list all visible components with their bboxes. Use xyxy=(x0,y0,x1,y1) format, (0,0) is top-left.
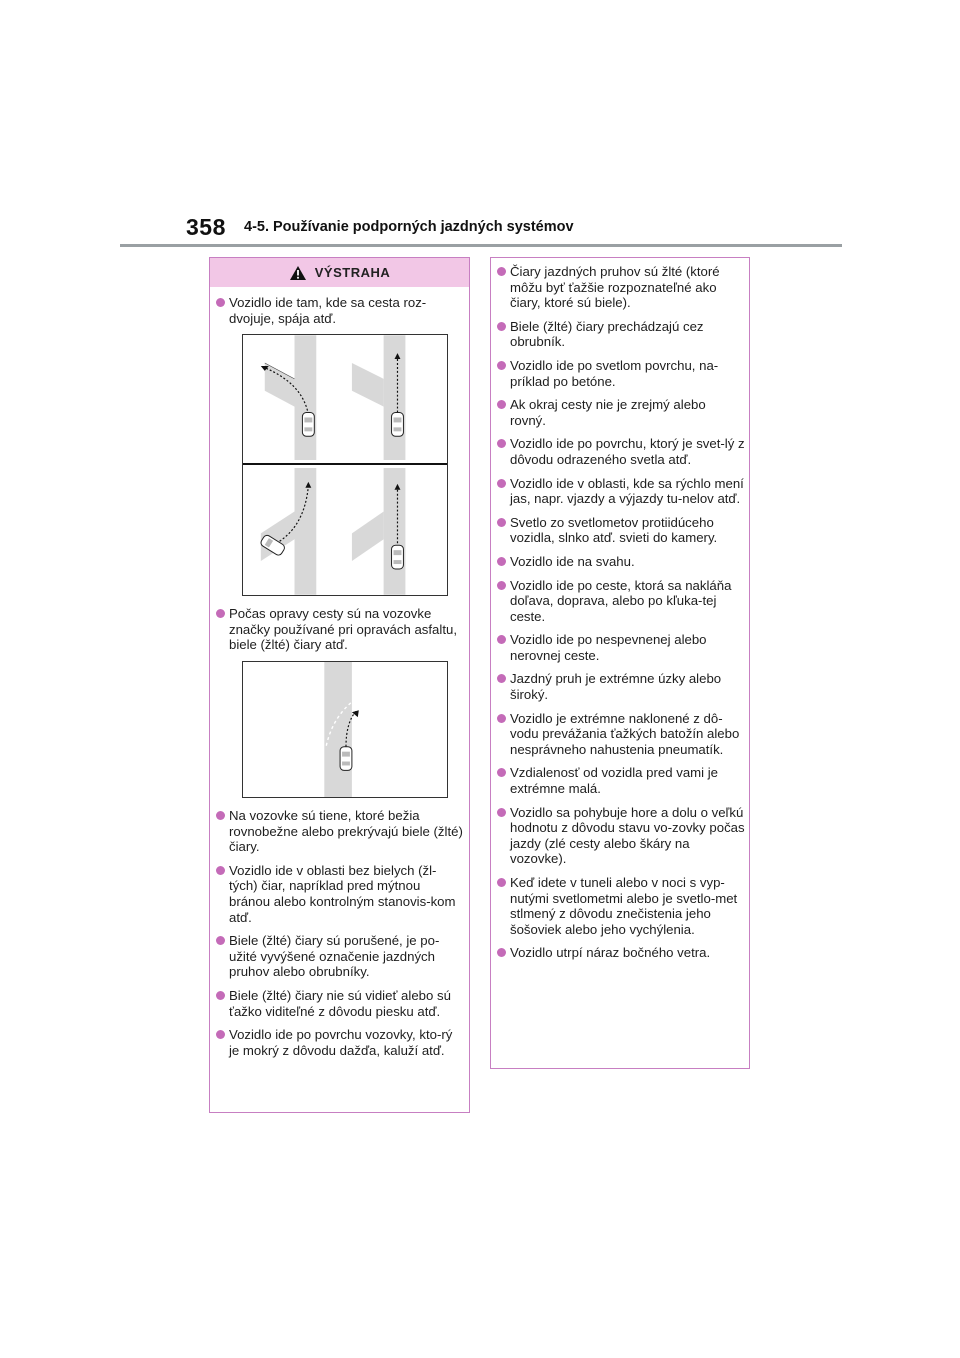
list-item: Biele (žlté) čiary sú porušené, je po-užité vyvýšené označenie jazdných pruhov alebo obrubníky. xyxy=(216,933,465,980)
list-item: Keď idete v tuneli alebo v noci s vyp-nutými svetlometmi alebo je svetlo-met stlmený z dôvodu znečistenia jeho šošoviek alebo jeho vychýlenia. xyxy=(497,875,745,937)
list-item: Čiary jazdných pruhov sú žlté (ktoré môžu byť ťažšie rozpoznateľné ako čiary, ktoré sú biele). xyxy=(497,264,745,311)
warning-box xyxy=(209,257,470,1113)
list-item: Jazdný pruh je extrémne úzky alebo široký. xyxy=(497,671,745,702)
scene-merge-left xyxy=(259,468,316,595)
conditions-box xyxy=(490,257,750,1069)
section-title: 4-5. Používanie podporných jazdných systémov xyxy=(244,219,574,235)
scene-merge-right xyxy=(352,468,405,595)
car-icon xyxy=(392,413,404,437)
illustration-road-split-merge xyxy=(242,334,448,596)
warning-header xyxy=(210,258,469,287)
list-item: Vzdialenosť od vozidla pred vami je extrémne malá. xyxy=(497,765,745,796)
car-icon xyxy=(392,545,404,569)
list-item: Vozidlo ide po povrchu vozovky, kto-rý je mokrý z dôvodu dažďa, kaluží atď. xyxy=(216,1027,465,1058)
list-item: Vozidlo ide v oblasti bez bielych (žl-tých) čiar, napríklad pred mýtnou bránou alebo kontrolným stanovis-kom atď. xyxy=(216,863,465,925)
list-item: Vozidlo ide tam, kde sa cesta roz-dvojuje, spája atď. xyxy=(216,295,465,326)
warning-title: VÝSTRAHA xyxy=(314,265,391,280)
list-item: Biele (žlté) čiary prechádzajú cez obrubník. xyxy=(497,319,745,350)
list-item: Biele (žlté) čiary nie sú vidieť alebo sú ťažko viditeľné z dôvodu piesku atď. xyxy=(216,988,465,1019)
list-item: Vozidlo ide po ceste, ktorá sa nakláňa doľava, doprava, alebo po kľuka-tej ceste. xyxy=(497,578,745,625)
list-item: Na vozovke sú tiene, ktoré bežia rovnobežne alebo prekrývajú biele (žlté) čiary. xyxy=(216,808,465,855)
list-item: Vozidlo ide v oblasti, kde sa rýchlo mení jas, napr. vjazdy a výjazdy tu-nelov atď. xyxy=(497,476,745,507)
illustration-repair-markings xyxy=(242,661,448,798)
list-item: Vozidlo utrpí náraz bočného vetra. xyxy=(497,945,745,961)
list-item: Vozidlo ide na svahu. xyxy=(497,554,745,570)
list-item: Počas opravy cesty sú na vozovke značky používané pri opravách asfaltu, biele (žlté) čiary atď. xyxy=(216,606,465,653)
car-icon xyxy=(340,747,352,771)
car-icon xyxy=(302,413,314,437)
list-item: Vozidlo ide po nespevnenej alebo nerovnej ceste. xyxy=(497,632,745,663)
page-number: 358 xyxy=(186,214,226,240)
list-item: Vozidlo je extrémne naklonené z dô-vodu prevážania ťažkých batožín alebo nesprávneho nahustenia pneumatík. xyxy=(497,711,745,758)
list-item: Ak okraj cesty nie je zrejmý alebo rovný. xyxy=(497,397,745,428)
scene-split-right xyxy=(352,335,405,460)
warning-triangle-icon xyxy=(289,265,307,281)
list-item: Vozidlo sa pohybuje hore a dolu o veľkú hodnotu z dôvodu stavu vo-zovky počas jazdy (zlé cesty alebo škáry na vozovke). xyxy=(497,805,745,867)
header-rule xyxy=(120,244,842,247)
list-item: Svetlo zo svetlometov protiidúceho vozidla, slnko atď. svieti do kamery. xyxy=(497,515,745,546)
list-item: Vozidlo ide po povrchu, ktorý je svet-lý z dôvodu odrazeného svetla atď. xyxy=(497,436,745,467)
scene-split-left xyxy=(261,335,316,460)
list-item: Vozidlo ide po svetlom povrchu, na-príklad po betóne. xyxy=(497,358,745,389)
